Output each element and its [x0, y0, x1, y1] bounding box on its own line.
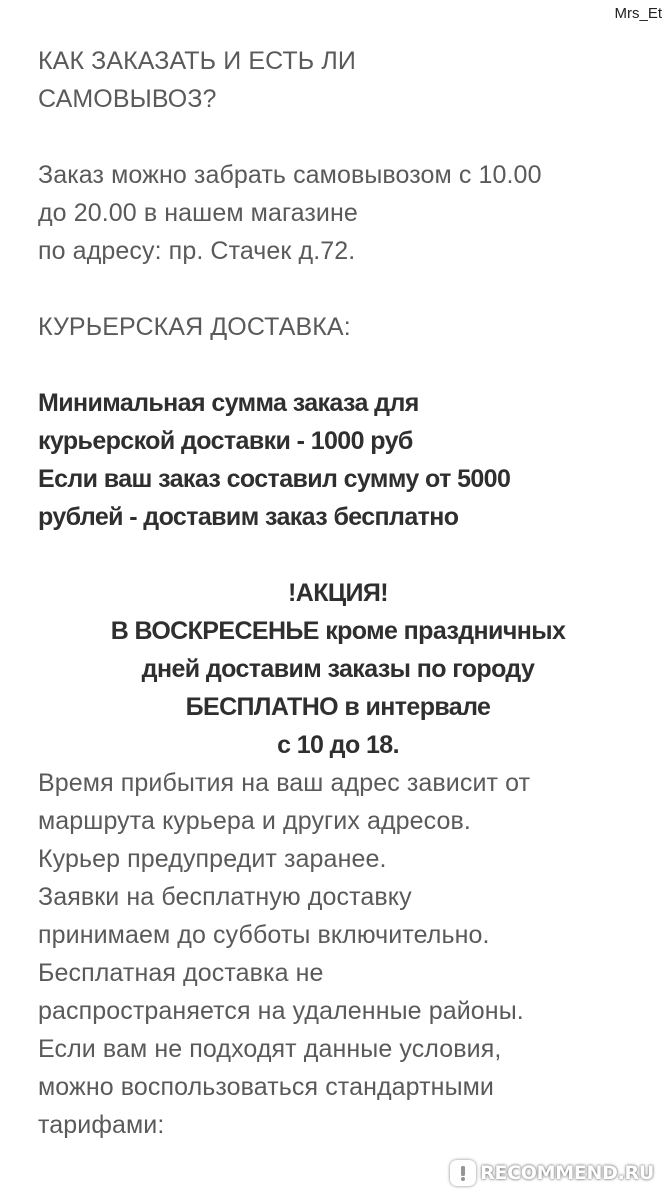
- courier-condition-line: Минимальная сумма заказа для: [38, 389, 419, 417]
- details-line: Курьер предупредит заранее.: [38, 845, 387, 873]
- courier-conditions: [38, 384, 643, 536]
- recommend-watermark: [450, 1160, 654, 1186]
- pickup-text-line: Заказ можно забрать самовывозом с 10.00: [38, 161, 542, 189]
- promo-line: с 10 до 18.: [277, 731, 399, 759]
- delivery-info-text: [38, 42, 643, 1144]
- courier-heading: КУРЬЕРСКАЯ ДОСТАВКА:: [38, 313, 351, 341]
- courier-condition-line: курьерской доставки - 1000 руб: [38, 427, 413, 455]
- details-line: распространяется на удаленные районы.: [38, 997, 524, 1025]
- promo-line: дней доставим заказы по городу: [141, 655, 535, 683]
- spacer: [38, 118, 643, 156]
- details-line: Время прибытия на ваш адрес зависит от: [38, 769, 531, 797]
- courier-condition-line: Если ваш заказ составил сумму от 5000: [38, 465, 511, 493]
- recommend-logo-icon: [450, 1160, 476, 1186]
- pickup-heading-line: САМОВЫВОЗ?: [38, 85, 217, 113]
- spacer: [38, 346, 643, 384]
- author-username: Mrs_Et: [614, 5, 662, 22]
- spacer: [38, 536, 643, 574]
- details-line: Заявки на бесплатную доставку: [38, 883, 412, 911]
- delivery-details: [38, 764, 643, 1144]
- pickup-heading: [38, 42, 643, 118]
- details-line: принимаем до субботы включительно.: [38, 921, 490, 949]
- details-line: Если вам не подходят данные условия,: [38, 1035, 502, 1063]
- promo-line: БЕСПЛАТНО в интервале: [185, 693, 491, 721]
- pickup-text: [38, 156, 643, 270]
- spacer: [38, 270, 643, 308]
- details-line: маршрута курьера и других адресов.: [38, 807, 471, 835]
- details-line: Бесплатная доставка не: [38, 959, 324, 987]
- promo-line: В ВОСКРЕСЕНЬЕ кроме праздничных: [110, 617, 566, 645]
- courier-condition-line: рублей - доставим заказ бесплатно: [38, 503, 459, 531]
- watermark-text: RECOMMEND.RU: [480, 1162, 654, 1184]
- promo-block: [38, 574, 638, 764]
- promo-title: !АКЦИЯ!: [288, 579, 388, 607]
- pickup-text-line: по адресу: пр. Стачек д.72.: [38, 237, 356, 265]
- pickup-text-line: до 20.00 в нашем магазине: [38, 199, 358, 227]
- details-line: можно воспользоваться стандартными: [38, 1073, 494, 1101]
- details-line: тарифами:: [38, 1111, 165, 1139]
- pickup-heading-line: КАК ЗАКАЗАТЬ И ЕСТЬ ЛИ: [38, 47, 356, 75]
